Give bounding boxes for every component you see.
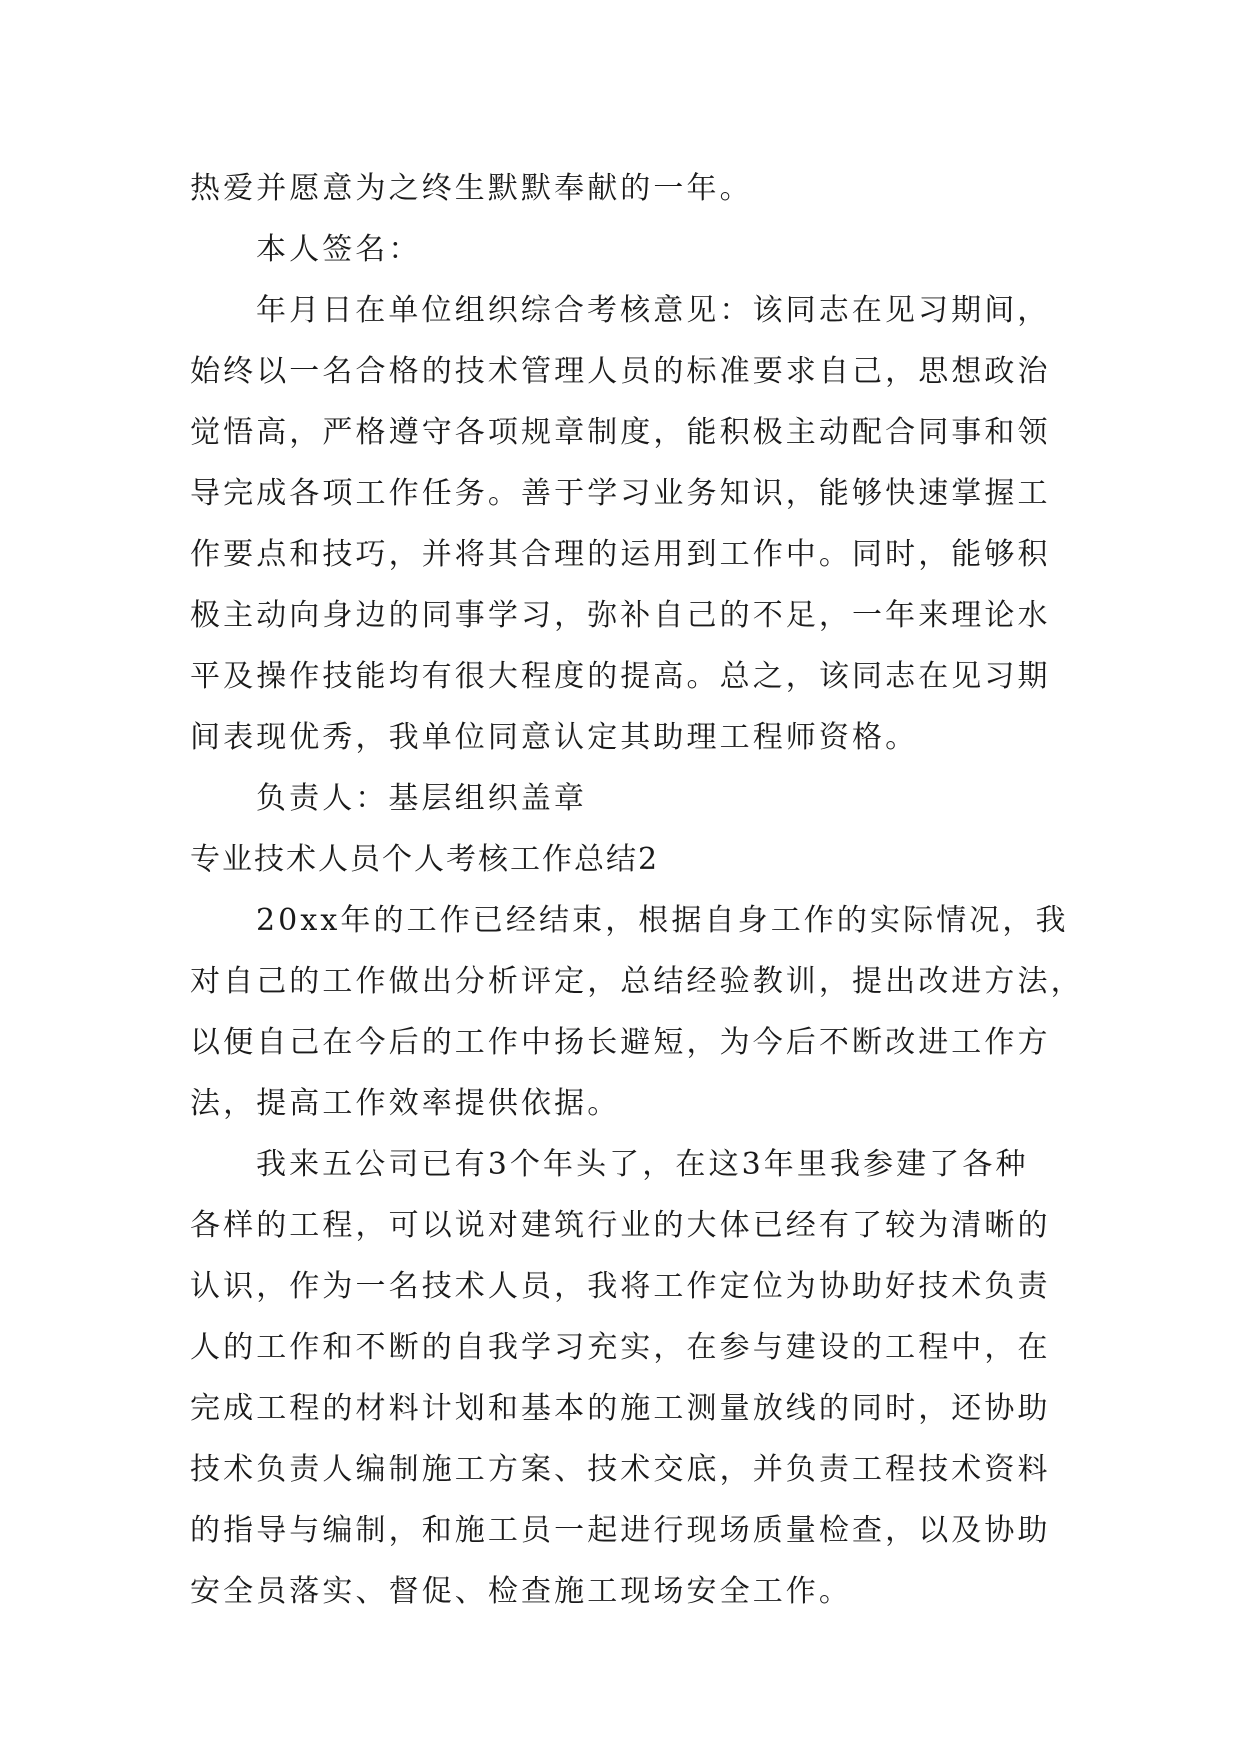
text-line: 热爱并愿意为之终生默默奉献的一年。 [190,171,753,206]
text-line: 我来五公司已有3个年头了，在这3年里我参建了各种 [256,1147,1029,1182]
text-line: 法，提高工作效率提供依据。 [190,1086,621,1121]
signature-label: 本人签名： [256,232,422,267]
text-line: 对自己的工作做出分析评定，总结经验教训，提出改进方法， [190,964,1084,999]
text-line: 20xx年的工作已经结束，根据自身工作的实际情况，我 [256,903,1069,938]
text-line: 安全员落实、督促、检查施工现场安全工作。 [190,1574,852,1609]
text-line: 以便自己在今后的工作中扬长避短，为今后不断改进工作方 [190,1025,1051,1060]
text-line: 始终以一名合格的技术管理人员的标准要求自己，思想政治 [190,354,1051,389]
text-line: 技术负责人编制施工方案、技术交底，并负责工程技术资料 [190,1452,1051,1487]
text-line: 间表现优秀，我单位同意认定其助理工程师资格。 [190,720,919,755]
document-page [190,158,1084,1622]
text-line: 的指导与编制，和施工员一起进行现场质量检查，以及协助 [190,1513,1051,1548]
text-line: 导完成各项工作任务。善于学习业务知识，能够快速掌握工 [190,476,1051,511]
text-line: 完成工程的材料计划和基本的施工测量放线的同时，还协助 [190,1391,1051,1426]
text-line: 各样的工程，可以说对建筑行业的大体已经有了较为清晰的 [190,1208,1051,1243]
text-line: 认识，作为一名技术人员，我将工作定位为协助好技术负责 [190,1269,1051,1304]
text-line: 觉悟高，严格遵守各项规章制度，能积极主动配合同事和领 [190,415,1051,450]
responsible-person-label: 负责人：基层组织盖章 [256,781,587,816]
section-title: 专业技术人员个人考核工作总结2 [190,842,660,877]
text-line: 年月日在单位组织综合考核意见：该同志在见习期间， [256,293,1051,328]
text-line: 平及操作技能均有很大程度的提高。总之，该同志在见习期 [190,659,1051,694]
text-line: 极主动向身边的同事学习，弥补自己的不足，一年来理论水 [190,598,1051,633]
text-line: 人的工作和不断的自我学习充实，在参与建设的工程中，在 [190,1330,1051,1365]
text-line: 作要点和技巧，并将其合理的运用到工作中。同时，能够积 [190,537,1051,572]
